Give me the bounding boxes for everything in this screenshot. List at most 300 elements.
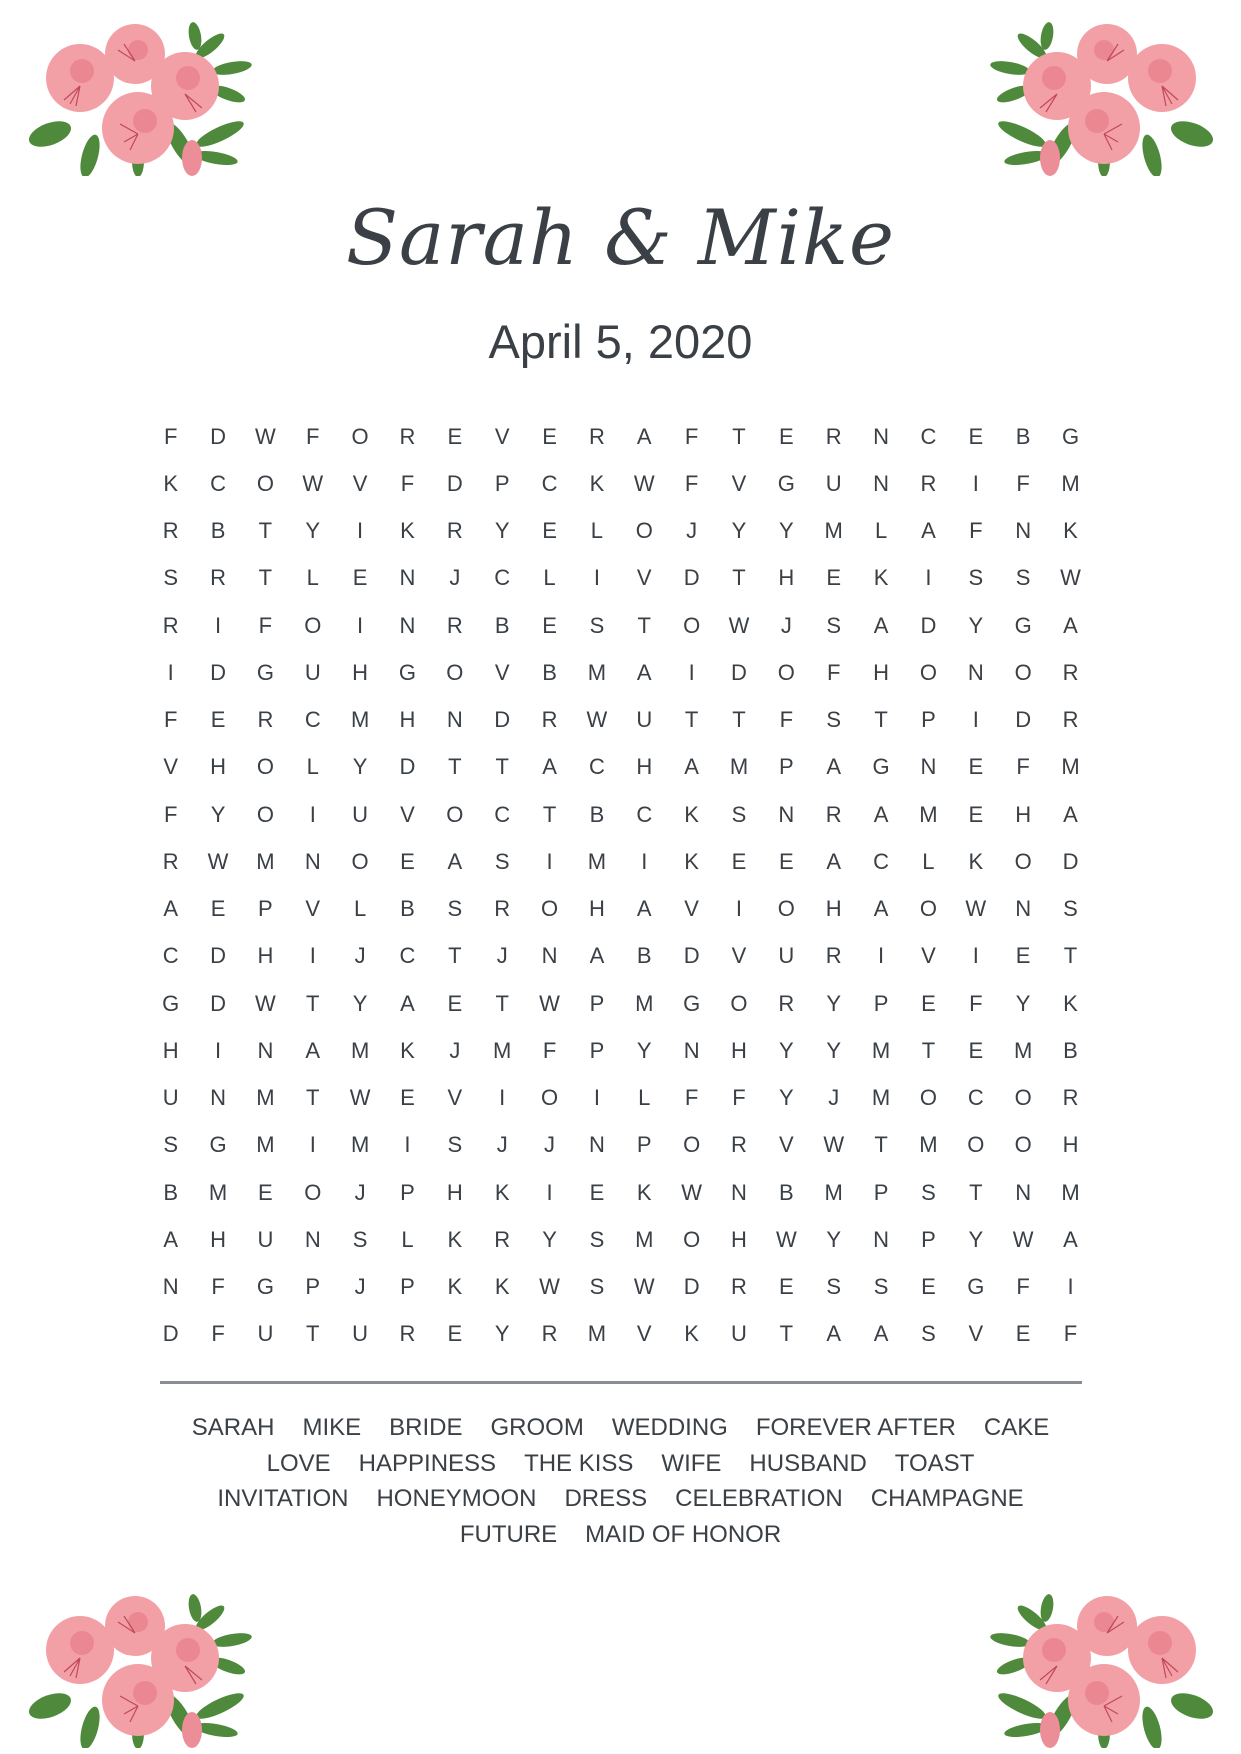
grid-letter: K (684, 848, 699, 874)
grid-letter: P (873, 1179, 889, 1205)
grid-letter: F (163, 423, 178, 449)
grid-letter: T (495, 754, 509, 780)
grid-letter: M (1061, 754, 1080, 780)
grid-letter: E (779, 848, 794, 874)
grid-letter: D (446, 470, 463, 496)
grid-letter: N (873, 470, 890, 496)
grid-letter: K (968, 848, 984, 874)
grid-letter: O (1014, 659, 1032, 685)
grid-letter: N (257, 1037, 274, 1063)
grid-letter: A (921, 518, 936, 544)
grid-letter: B (494, 612, 510, 638)
grid-letter: U (352, 801, 369, 827)
word-list-item: CELEBRATION (675, 1485, 843, 1512)
grid-letter: J (449, 1037, 461, 1063)
grid-letter: V (968, 1321, 984, 1347)
grid-letter: I (357, 518, 364, 544)
grid-letter: D (210, 943, 226, 969)
grid-letter: S (494, 848, 510, 874)
grid-letter: F (969, 990, 983, 1016)
grid-letter: E (258, 1179, 273, 1205)
grid-letter: F (826, 659, 841, 685)
grid-letter: Y (352, 990, 368, 1016)
grid-letter: O (683, 612, 701, 638)
word-list-item: MIKE (302, 1414, 362, 1441)
grid-letter: W (775, 1226, 797, 1252)
word-list-item: HONEYMOON (376, 1485, 537, 1512)
grid-letter: J (828, 1085, 840, 1111)
grid-letter: I (309, 801, 316, 827)
grid-letter: L (306, 754, 319, 780)
grid-letter: S (921, 1321, 936, 1347)
grid-letter: P (589, 990, 605, 1016)
grid-letter: J (354, 1179, 366, 1205)
grid-letter: A (873, 801, 889, 827)
grid-letter: D (210, 659, 226, 685)
grid-letter: Y (731, 518, 747, 544)
grid-letter: I (972, 943, 979, 969)
grid-letter: H (1015, 801, 1032, 827)
grid-letter: T (1063, 943, 1078, 969)
grid-letter: I (972, 707, 979, 733)
grid-letter: P (921, 707, 936, 733)
grid-letter: F (163, 801, 178, 827)
grid-letter: O (777, 896, 795, 922)
flower-decoration-bottom-right (990, 1588, 1222, 1748)
grid-letter: W (633, 1274, 655, 1300)
grid-letter: R (446, 518, 463, 544)
grid-letter: N (446, 707, 463, 733)
grid-letter: H (446, 1179, 463, 1205)
grid-letter: E (968, 423, 984, 449)
grid-letter: B (636, 943, 652, 969)
grid-letter: D (731, 659, 747, 685)
grid-letter: M (871, 1085, 891, 1111)
grid-letter: K (636, 1179, 652, 1205)
grid-letter: M (256, 848, 275, 874)
grid-letter: A (1063, 801, 1078, 827)
grid-letter: V (779, 1132, 794, 1158)
grid-letter: F (211, 1321, 225, 1347)
grid-letter: S (1015, 565, 1031, 591)
grid-letter: N (1015, 896, 1032, 922)
grid-letter: W (349, 1085, 371, 1111)
grid-letter: L (353, 896, 367, 922)
grid-letter: F (1063, 1321, 1078, 1347)
grid-letter: R (778, 990, 795, 1016)
grid-letter: M (824, 1179, 843, 1205)
grid-letter: W (728, 612, 750, 638)
grid-letter: U (778, 943, 795, 969)
grid-letter: D (1062, 848, 1079, 874)
grid-letter: O (967, 1132, 985, 1158)
grid-letter: T (874, 707, 888, 733)
grid-letter: A (163, 896, 179, 922)
word-list-item: CHAMPAGNE (870, 1485, 1024, 1512)
grid-letter: J (780, 612, 792, 638)
grid-letter: D (399, 754, 416, 780)
grid-letter: A (684, 754, 699, 780)
grid-letter: V (447, 1085, 463, 1111)
grid-letter: I (593, 1085, 600, 1111)
grid-letter: W (207, 848, 229, 874)
azalea-flower-icon (20, 16, 252, 176)
grid-letter: Y (494, 518, 510, 544)
grid-letter: V (305, 896, 321, 922)
grid-letter: F (163, 707, 178, 733)
couple-names-title: Sarah & Mike (345, 193, 896, 282)
grid-letter: A (163, 1226, 179, 1252)
grid-letter: K (163, 470, 179, 496)
grid-letter: W (539, 1274, 560, 1300)
grid-letter: T (448, 754, 462, 780)
grid-letter: V (921, 943, 936, 969)
grid-letter: K (589, 470, 605, 496)
grid-letter: B (589, 801, 605, 827)
grid-letter: Y (826, 990, 842, 1016)
grid-letter: R (825, 801, 842, 827)
grid-letter: B (779, 1179, 794, 1205)
grid-letter: Y (826, 1226, 842, 1252)
grid-letter: G (398, 659, 417, 685)
grid-letter: K (400, 518, 415, 544)
grid-letter: M (493, 1037, 512, 1063)
grid-letter: U (257, 1321, 274, 1347)
grid-letter: R (257, 707, 274, 733)
grid-letter: A (447, 848, 463, 874)
grid-letter: D (494, 707, 511, 733)
grid-letter: E (1015, 1321, 1031, 1347)
grid-letter: S (163, 565, 179, 591)
grid-letter: O (540, 1085, 559, 1111)
grid-letter: H (778, 565, 795, 591)
grid-letter: G (209, 1132, 227, 1158)
grid-letter: K (400, 1037, 415, 1063)
grid-letter: W (255, 423, 276, 449)
word-list-line (140, 1481, 1101, 1517)
grid-letter: C (920, 423, 937, 449)
grid-letter: M (729, 754, 749, 780)
grid-letter: C (210, 470, 226, 496)
grid-letter: N (399, 565, 416, 591)
grid-letter: C (494, 801, 511, 827)
grid-letter: V (163, 754, 179, 780)
grid-letter: W (681, 1179, 703, 1205)
grid-letter: V (400, 801, 415, 827)
word-list-item: THE KISS (524, 1449, 634, 1477)
grid-letter: K (1063, 990, 1078, 1016)
grid-letter: R (162, 518, 179, 544)
grid-letter: Y (826, 1037, 842, 1063)
grid-letter: A (400, 990, 415, 1016)
word-list-line (140, 1446, 1101, 1482)
grid-letter: C (636, 801, 653, 827)
grid-letter: O (256, 754, 274, 780)
grid-letter: G (777, 470, 795, 496)
grid-letter: O (304, 1179, 322, 1205)
flower-decoration-bottom-left (20, 1588, 252, 1748)
grid-letter: M (1061, 470, 1080, 496)
grid-letter: P (305, 1274, 321, 1300)
grid-letter: E (542, 612, 557, 638)
grid-letter: F (542, 1037, 557, 1063)
grid-letter: F (211, 1274, 225, 1300)
grid-letter: F (306, 423, 320, 449)
grid-letter: G (1014, 612, 1032, 638)
grid-letter: O (540, 896, 559, 922)
grid-letter: O (683, 1132, 701, 1158)
grid-letter: A (636, 896, 652, 922)
grid-letter: I (357, 612, 364, 638)
grid-letter: W (633, 470, 655, 496)
grid-letter: T (448, 943, 462, 969)
grid-letter: N (588, 1132, 605, 1158)
grid-letter: A (542, 754, 557, 780)
grid-letter: S (163, 1132, 179, 1158)
grid-letter: C (967, 1085, 984, 1111)
grid-letter: N (304, 848, 321, 874)
grid-letter: T (258, 518, 273, 544)
grid-letter: T (969, 1179, 983, 1205)
grid-letter: G (256, 1274, 274, 1300)
grid-letter: P (636, 1132, 652, 1158)
grid-letter: K (447, 1274, 463, 1300)
grid-letter: P (400, 1179, 415, 1205)
azalea-flower-icon (990, 1588, 1222, 1748)
grid-letter: A (1063, 1226, 1078, 1252)
grid-letter: F (1016, 470, 1030, 496)
grid-letter: U (257, 1226, 274, 1252)
grid-letter: V (494, 659, 510, 685)
grid-letter: Y (542, 1226, 557, 1252)
grid-letter: D (1015, 707, 1032, 733)
grid-letter: S (826, 1274, 842, 1300)
word-list-item: TOAST (894, 1449, 975, 1477)
grid-letter: R (399, 1321, 416, 1347)
grid-letter: F (1016, 754, 1030, 780)
word-list-line (140, 1517, 1101, 1553)
grid-letter: B (1063, 1037, 1078, 1063)
grid-letter: F (684, 423, 699, 449)
grid-letter: N (162, 1274, 179, 1300)
grid-letter: H (257, 943, 274, 969)
grid-letter: A (873, 612, 889, 638)
grid-letter: P (494, 470, 510, 496)
grid-letter: Y (779, 1037, 794, 1063)
grid-letter: H (873, 659, 890, 685)
grid-letter: H (210, 754, 226, 780)
grid-letter: J (686, 518, 698, 544)
grid-letter: G (683, 990, 701, 1016)
word-list-item: LOVE (266, 1449, 331, 1477)
grid-letter: E (921, 1274, 936, 1300)
grid-letter: O (1014, 1085, 1032, 1111)
grid-letter: D (210, 990, 226, 1016)
grid-letter: K (1063, 518, 1078, 544)
word-list-line (140, 1410, 1101, 1446)
grid-letter: M (919, 1132, 938, 1158)
grid-letter: E (447, 1321, 463, 1347)
grid-letter: T (495, 990, 509, 1016)
grid-letter: O (256, 801, 274, 827)
grid-letter: V (636, 565, 652, 591)
grid-letter: N (731, 1179, 747, 1205)
grid-letter: L (401, 1226, 414, 1252)
grid-letter: E (968, 801, 984, 827)
grid-letter: R (1062, 1085, 1079, 1111)
grid-letter: D (683, 1274, 700, 1300)
grid-letter: R (731, 1132, 747, 1158)
grid-letter: T (542, 801, 557, 827)
grid-letter: S (921, 1179, 936, 1205)
grid-letter: O (919, 896, 937, 922)
grid-letter: D (683, 943, 700, 969)
word-list-item: CAKE (983, 1414, 1050, 1441)
grid-letter: C (162, 943, 179, 969)
grid-letter: H (731, 1037, 747, 1063)
grid-letter: R (162, 612, 179, 638)
grid-letter: H (1062, 1132, 1079, 1158)
grid-letter: S (589, 1226, 605, 1252)
grid-letter: R (825, 943, 842, 969)
grid-letter: N (1015, 1179, 1032, 1205)
grid-letter: E (542, 423, 557, 449)
grid-letter: R (1062, 659, 1079, 685)
grid-letter: T (732, 565, 746, 591)
grid-letter: R (588, 423, 605, 449)
grid-letter: H (210, 1226, 226, 1252)
grid-letter: O (919, 659, 937, 685)
grid-letter: O (730, 990, 748, 1016)
grid-letter: F (400, 470, 415, 496)
word-list-item: BRIDE (389, 1414, 463, 1441)
grid-letter: E (400, 848, 415, 874)
word-list-item: WIFE (661, 1449, 722, 1477)
grid-letter: M (1013, 1037, 1033, 1063)
grid-letter: E (210, 707, 226, 733)
grid-letter: V (636, 1321, 652, 1347)
grid-letter: M (824, 518, 843, 544)
grid-letter: T (637, 612, 651, 638)
grid-letter: M (871, 1037, 891, 1063)
grid-letter: F (1016, 1274, 1030, 1300)
grid-letter: A (589, 943, 605, 969)
grid-letter: D (162, 1321, 179, 1347)
grid-letter: E (589, 1179, 605, 1205)
grid-letter: F (969, 518, 983, 544)
grid-letter: O (256, 470, 274, 496)
grid-letter: T (258, 565, 273, 591)
grid-letter: U (352, 1321, 369, 1347)
grid-letter: K (494, 1179, 510, 1205)
grid-letter: M (635, 990, 654, 1016)
grid-letter: J (544, 1132, 556, 1158)
grid-letter: R (541, 707, 558, 733)
grid-letter: K (684, 1321, 699, 1347)
grid-letter: F (732, 1085, 746, 1111)
grid-letter: M (635, 1226, 654, 1252)
grid-letter: J (496, 1132, 508, 1158)
grid-letter: T (306, 1085, 320, 1111)
grid-letter: F (258, 612, 273, 638)
grid-letter: A (826, 848, 842, 874)
grid-letter: V (731, 470, 747, 496)
grid-letter: M (587, 848, 607, 874)
grid-letter: P (873, 990, 889, 1016)
grid-letter: I (167, 659, 174, 685)
grid-letter: H (162, 1037, 179, 1063)
grid-letter: S (826, 707, 842, 733)
word-list-item: FOREVER AFTER (755, 1414, 956, 1441)
grid-letter: I (546, 848, 553, 874)
grid-letter: F (779, 707, 794, 733)
grid-letter: R (920, 470, 937, 496)
grid-letter: I (404, 1132, 411, 1158)
grid-letter: O (351, 848, 369, 874)
grid-letter: H (352, 659, 369, 685)
grid-letter: E (968, 1037, 984, 1063)
grid-letter: N (873, 423, 890, 449)
grid-letter: A (826, 754, 842, 780)
grid-letter: D (683, 565, 700, 591)
grid-letter: O (446, 801, 464, 827)
grid-letter: O (919, 1085, 937, 1111)
grid-letter: J (354, 1274, 366, 1300)
grid-letter: N (967, 659, 984, 685)
grid-letter: I (309, 1132, 316, 1158)
grid-letter: I (925, 565, 932, 591)
word-list-item: MAID OF HONOR (585, 1520, 782, 1548)
grid-letter: C (873, 848, 890, 874)
grid-letter: U (636, 707, 653, 733)
grid-letter: M (587, 1321, 607, 1347)
grid-letter: T (874, 1132, 888, 1158)
grid-letter: E (1015, 943, 1031, 969)
word-list-item: HAPPINESS (358, 1449, 497, 1477)
grid-letter: W (255, 990, 276, 1016)
grid-letter: Y (210, 801, 226, 827)
grid-letter: V (352, 470, 368, 496)
grid-letter: T (306, 990, 320, 1016)
grid-letter: G (1061, 423, 1080, 449)
azalea-flower-icon (990, 16, 1222, 176)
grid-letter: U (304, 659, 321, 685)
grid-letter: E (779, 423, 794, 449)
grid-letter: O (304, 612, 322, 638)
grid-letter: P (400, 1274, 415, 1300)
grid-letter: E (352, 565, 368, 591)
flower-decoration-top-right (990, 16, 1222, 176)
grid-letter: S (589, 612, 605, 638)
grid-letter: P (921, 1226, 936, 1252)
grid-letter: N (873, 1226, 890, 1252)
grid-letter: E (826, 565, 842, 591)
grid-letter: I (309, 943, 316, 969)
grid-letter: R (541, 1321, 558, 1347)
grid-letter: S (447, 1132, 463, 1158)
grid-letter: E (447, 423, 463, 449)
grid-letter: I (972, 470, 979, 496)
grid-letter: F (684, 470, 699, 496)
grid-letter: N (920, 754, 937, 780)
grid-letter: T (306, 1321, 320, 1347)
grid-letter: W (539, 990, 560, 1016)
grid-letter: V (494, 423, 510, 449)
grid-letter: S (826, 612, 842, 638)
grid-letter: E (447, 990, 463, 1016)
grid-letter: N (683, 1037, 700, 1063)
grid-letter: I (688, 659, 695, 685)
